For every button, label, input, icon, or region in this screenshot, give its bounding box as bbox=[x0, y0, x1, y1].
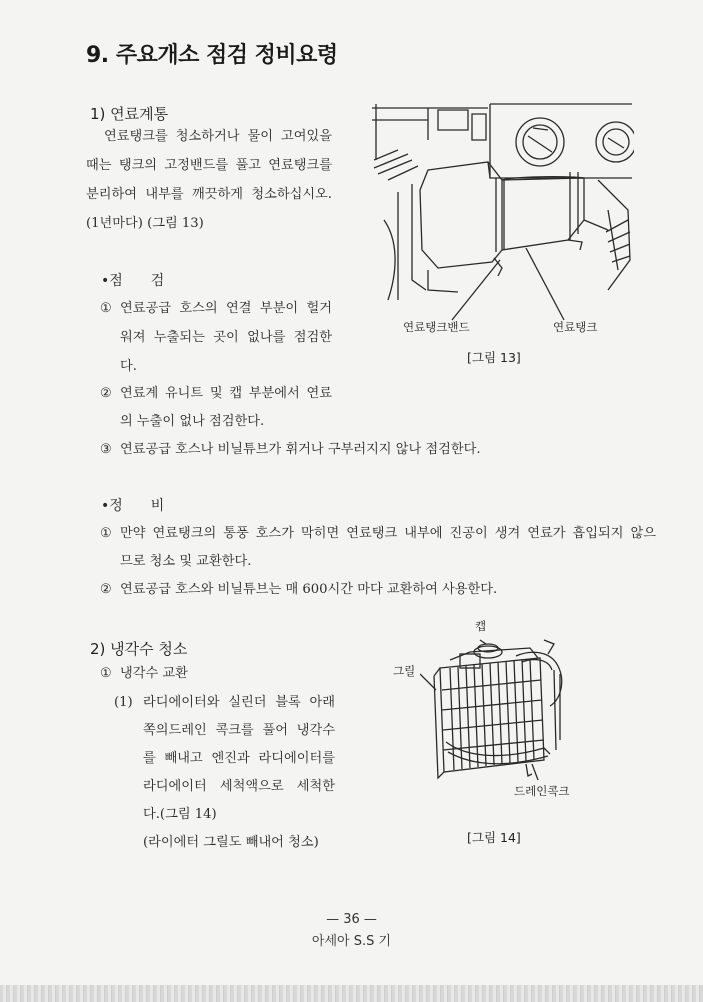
section1-para-line-2: 때는 탱크의 고정밴드를 풀고 연료탱크를 bbox=[86, 158, 332, 173]
maint-1-line-1: 만약 연료탱크의 통풍 호스가 막히면 연료탱크 내부에 진공이 생겨 연료가 흡입되지 않으 bbox=[120, 526, 656, 541]
page-number: — 36 — bbox=[326, 912, 377, 927]
scan-edge bbox=[0, 985, 703, 1002]
section2-item-line-1: 라디에이터와 실린더 블록 아래 bbox=[143, 695, 335, 710]
inspect-num-3: ③ bbox=[100, 442, 112, 457]
section2-item-line-2: 쪽의드레인 콕크를 풀어 냉각수 bbox=[143, 723, 335, 738]
section2-item-num: (1) bbox=[114, 695, 133, 710]
section2-sub-text: 냉각수 교환 bbox=[120, 666, 188, 681]
section2-item-line-6: (라이에터 그릴도 빼내어 청소) bbox=[143, 835, 319, 850]
fuel-tank-illustration bbox=[368, 100, 634, 326]
inspect-1-line-3: 다. bbox=[120, 359, 137, 374]
maint-1-line-2: 므로 청소 및 교환한다. bbox=[120, 554, 252, 569]
fuel-tank-band-label: 연료탱크밴드 bbox=[403, 320, 470, 334]
page-title: 9. 주요개소 점검 정비요령 bbox=[86, 43, 338, 68]
inspect-num-1: ① bbox=[100, 301, 112, 316]
inspect-1-line-2: 워져 누출되는 곳이 없나를 점검한 bbox=[120, 330, 332, 345]
drain-cock-label: 드레인콕크 bbox=[514, 784, 570, 798]
inspect-2-line-2: 의 누출이 없나 점검한다. bbox=[120, 414, 265, 429]
figure-13-caption: [그림 13] bbox=[467, 350, 521, 365]
fuel-tank-label: 연료탱크 bbox=[553, 320, 598, 334]
inspect-num-2: ② bbox=[100, 386, 112, 401]
inspect-3-line-1: 연료공급 호스나 비닐튜브가 휘거나 구부러지지 않나 점검한다. bbox=[120, 442, 481, 457]
cap-label: 캡 bbox=[475, 619, 487, 633]
section2-item-line-3: 를 빼내고 엔진과 라디에이터를 bbox=[143, 751, 335, 766]
section1-heading: 1) 연료계통 bbox=[90, 105, 169, 123]
section2-sub-num: ① bbox=[100, 666, 112, 681]
inspect-title: •점 검 bbox=[101, 273, 165, 289]
inspect-1-line-1: 연료공급 호스의 연결 부분이 헐거 bbox=[120, 301, 332, 316]
section2-heading: 2) 냉각수 청소 bbox=[90, 640, 188, 658]
company-name: 아세아 S.S 기 bbox=[311, 934, 392, 949]
grill-label: 그릴 bbox=[393, 664, 416, 678]
maint-num-1: ① bbox=[100, 526, 112, 541]
inspect-2-line-1: 연료계 유니트 및 캡 부분에서 연료 bbox=[120, 386, 332, 401]
maint-title: •정 비 bbox=[101, 498, 165, 514]
maint-2-line-1: 연료공급 호스와 비닐튜브는 매 600시간 마다 교환하여 사용한다. bbox=[120, 582, 498, 597]
radiator-illustration bbox=[420, 630, 580, 790]
section1-para-line-3: 분리하여 내부를 깨끗하게 청소하십시오. bbox=[86, 187, 332, 202]
figure-14-caption: [그림 14] bbox=[467, 830, 521, 845]
section1-para-line-4: (1년마다) (그림 13) bbox=[86, 216, 204, 231]
maint-num-2: ② bbox=[100, 582, 112, 597]
section1-para-line-1: 연료탱크를 청소하거나 물이 고여있을 bbox=[104, 129, 332, 144]
section2-item-line-5: 다.(그림 14) bbox=[143, 807, 217, 822]
section2-item-line-4: 라디에이터 세척액으로 세척한 bbox=[143, 779, 335, 794]
